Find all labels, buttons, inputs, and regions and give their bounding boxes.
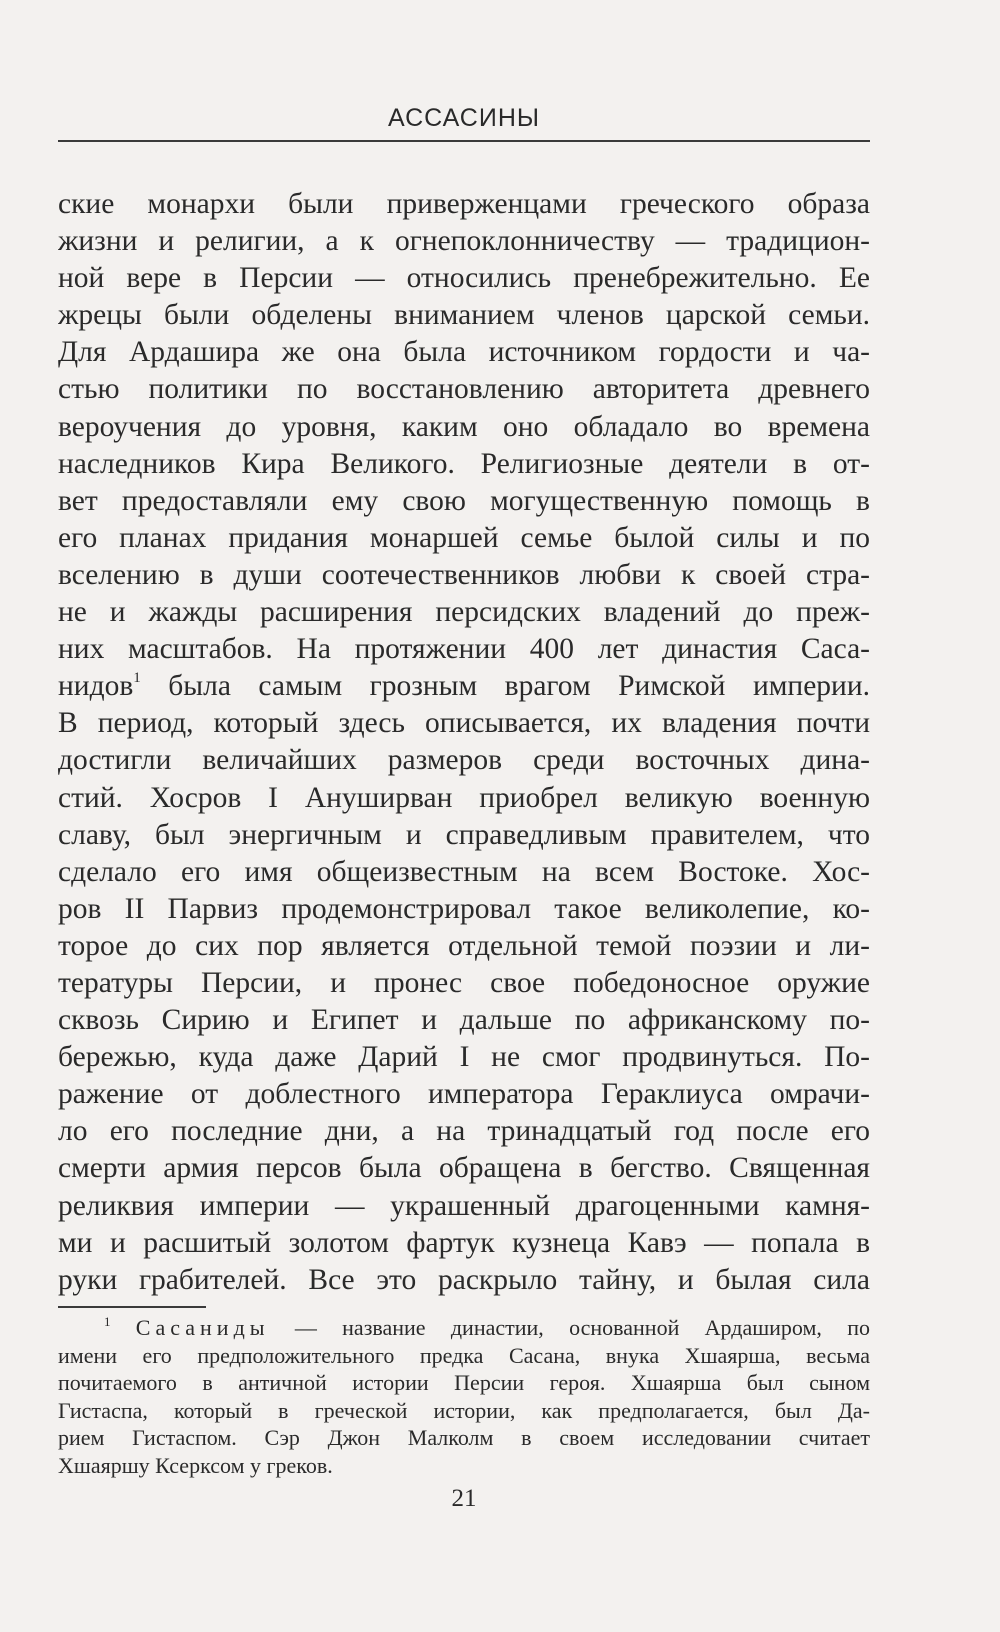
- footnote-line: почитаемого в античной истории Персии героя. Хшаярша был сыном: [58, 1370, 870, 1396]
- text-line: его планах придания монаршей семье былой силы и по: [58, 521, 870, 554]
- footnote-marker: 1: [104, 1314, 111, 1329]
- text-line: славу, был энергичным и справедливым правителем, что: [58, 818, 870, 851]
- text-line: ражение от доблестного императора Гераклиуса омрачи-: [58, 1078, 870, 1111]
- text-line-with-footnote-ref: [58, 668, 870, 705]
- header-rule: [58, 140, 870, 142]
- text-line: не и жажды расширения персидских владений до преж-: [58, 596, 870, 629]
- text-line: ров II Парвиз продемонстрировал такое великолепие, ко-: [58, 892, 870, 925]
- text-line: руки грабителей. Все это раскрыло тайну, и былая сила: [58, 1263, 870, 1296]
- text-line: жрецы были обделены вниманием членов царской семьи.: [58, 299, 870, 332]
- text-line: жизни и религии, а к огнепоклонничеству — традицион-: [58, 225, 870, 258]
- footnote-line-rest: — название династии, основанной Ардаширом, по: [269, 1315, 870, 1340]
- text-line: ские монархи были приверженцами греческого образа: [58, 188, 870, 220]
- footnote-line: рием Гистаспом. Сэр Джон Малколм в своем исследовании считает: [58, 1425, 870, 1451]
- text-line: стий. Хосров I Ануширван приобрел великую военную: [58, 781, 870, 814]
- footnote-term: Сасаниды: [135, 1315, 270, 1340]
- line-text-before: нидов: [58, 670, 134, 703]
- text-line: сквозь Сирию и Египет и дальше по африканскому по-: [58, 1004, 870, 1037]
- text-line: ми и расшитый золотом фартук кузнеца Кавэ — попала в: [58, 1226, 870, 1259]
- text-line: вселению в души соотечественников любви к своей стра-: [58, 558, 870, 591]
- footnote-line: [58, 1314, 870, 1342]
- text-line: стью политики по восстановлению авторитета древнего: [58, 373, 870, 406]
- text-line: В период, который здесь описывается, их владения почти: [58, 707, 870, 740]
- text-line: вероучения до уровня, каким оно обладало во времена: [58, 410, 870, 443]
- text-line: них масштабов. На протяжении 400 лет династия Саса-: [58, 633, 870, 666]
- text-line: бережью, куда даже Дарий I не смог продвинуться. По-: [58, 1041, 870, 1074]
- footnote: [58, 1314, 870, 1480]
- text-line: Для Ардашира же она была источником гордости и ча-: [58, 336, 870, 369]
- line-text-after: была самым грозным врагом Римской империи.: [140, 670, 870, 703]
- footnote-line: Хшаяршу Ксерксом у греков.: [58, 1452, 333, 1478]
- text-line: достигли величайших размеров среди восточных дина-: [58, 744, 870, 777]
- text-line: сделало его имя общеизвестным на всем Востоке. Хос-: [58, 855, 870, 888]
- text-line: торое до сих пор является отдельной темой поэзии и ли-: [58, 929, 870, 962]
- footnote-line: Гистаспа, который в греческой истории, как предполагается, был Да-: [58, 1397, 870, 1423]
- footnote-rule: [58, 1306, 206, 1308]
- text-line: вет предоставляли ему свою могущественную помощь в: [58, 484, 870, 517]
- text-line: реликвия империи — украшенный драгоценными камня-: [58, 1189, 870, 1222]
- page-number: 21: [451, 1485, 477, 1512]
- footnote-reference[interactable]: 1: [133, 670, 141, 687]
- text-line: наследников Кира Великого. Религиозные деятели в от-: [58, 447, 870, 480]
- text-line: ной вере в Персии — относились пренебрежительно. Ее: [58, 262, 870, 295]
- text-line: тературы Персии, и пронес свое победоносное оружие: [58, 966, 870, 999]
- running-head: АССАСИНЫ: [387, 104, 541, 132]
- text-line: смерти армия персов была обращена в бегство. Священная: [58, 1152, 870, 1185]
- footnote-line: имени его предположительного предка Сасана, внука Хшаярша, весьма: [58, 1342, 870, 1368]
- main-text: [58, 186, 870, 1299]
- text-line: ло его последние дни, а на тринадцатый год после его: [58, 1115, 870, 1148]
